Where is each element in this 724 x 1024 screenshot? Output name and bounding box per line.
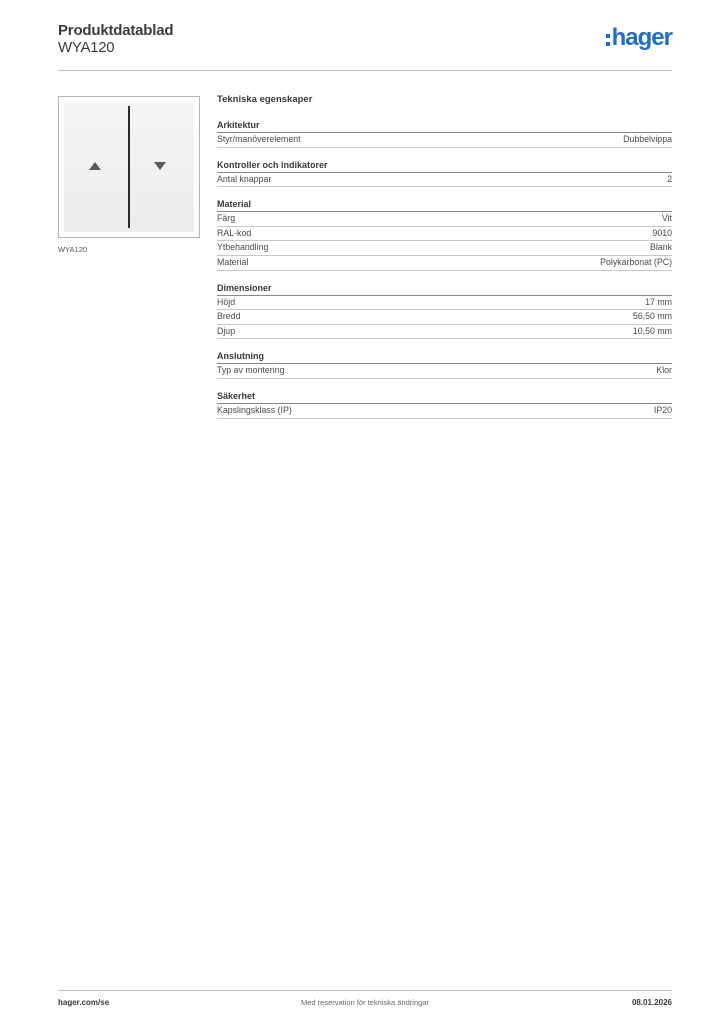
spec-label: Styr/manöverelement: [217, 134, 301, 144]
product-image: [58, 96, 200, 238]
spec-row: [217, 310, 672, 325]
arrow-down-icon: [154, 162, 166, 170]
spec-row: [217, 256, 672, 271]
section-title: Dimensioner: [217, 282, 672, 296]
logo-colon-mark: [606, 34, 610, 46]
disclaimer-text: Med reservation för tekniska ändringar: [301, 998, 429, 1007]
technical-specifications: [217, 94, 672, 430]
document-title: Produktdatablad: [58, 22, 174, 39]
section-sakerhet: [217, 390, 672, 419]
section-dimensioner: [217, 282, 672, 340]
page-footer: [58, 990, 672, 1015]
spec-label: Bredd: [217, 311, 241, 322]
section-anslutning: [217, 350, 672, 379]
spec-value: 17 mm: [645, 296, 672, 307]
spec-label: Material: [217, 256, 249, 267]
section-title: Material: [217, 198, 672, 212]
document-date: 08.01.2026: [631, 998, 672, 1007]
spec-value: IP20: [653, 404, 672, 415]
section-title: Kontroller och indikatorer: [217, 159, 672, 173]
website-link[interactable]: hager.com/se: [58, 998, 110, 1007]
spec-value: 2: [667, 173, 672, 184]
spec-label: Ytbehandling: [217, 242, 269, 253]
spec-row: [217, 296, 672, 311]
product-code: WYA120: [58, 39, 115, 56]
logo-text: hager: [611, 24, 672, 51]
specs-heading: Tekniska egenskaper: [217, 94, 313, 105]
spec-label: Kapslingsklass (IP): [217, 404, 292, 415]
spec-row: [217, 241, 672, 256]
spec-label: Antal knappar: [217, 173, 272, 184]
page-header: [58, 20, 672, 71]
spec-row: [217, 325, 672, 340]
spec-label: Typ av montering: [217, 365, 285, 376]
hager-logo: [606, 26, 672, 50]
section-title: Arkitektur: [217, 119, 672, 133]
spec-value: Polykarbonat (PC): [600, 256, 672, 267]
spec-label: Färg: [217, 213, 236, 224]
arrow-up-icon: [89, 162, 101, 170]
section-title: Säkerhet: [217, 390, 672, 404]
spec-label: Höjd: [217, 296, 236, 307]
section-arkitektur: [217, 119, 672, 148]
spec-row: [217, 227, 672, 242]
section-title: Anslutning: [217, 350, 672, 364]
spec-row: [217, 173, 672, 188]
spec-value: 9010: [652, 227, 672, 238]
spec-label: Djup: [217, 325, 236, 336]
spec-value: 56,50 mm: [632, 311, 672, 322]
spec-row: [217, 364, 672, 379]
rocker-right: [130, 102, 194, 232]
spec-value: Klor: [656, 365, 672, 376]
rocker-left: [64, 102, 128, 232]
spec-row: [217, 133, 672, 148]
spec-label: RAL-kod: [217, 227, 252, 238]
spec-row: [217, 212, 672, 227]
spec-value: Blank: [649, 242, 672, 253]
product-image-caption: WYA120: [58, 245, 88, 254]
spec-value: Dubbelvippa: [623, 134, 672, 144]
spec-row: [217, 404, 672, 419]
spec-value: 10,50 mm: [632, 325, 672, 336]
double-rocker-switch: [64, 102, 194, 232]
spec-value: Vit: [661, 213, 672, 224]
section-material: [217, 198, 672, 270]
section-kontroller: [217, 159, 672, 188]
